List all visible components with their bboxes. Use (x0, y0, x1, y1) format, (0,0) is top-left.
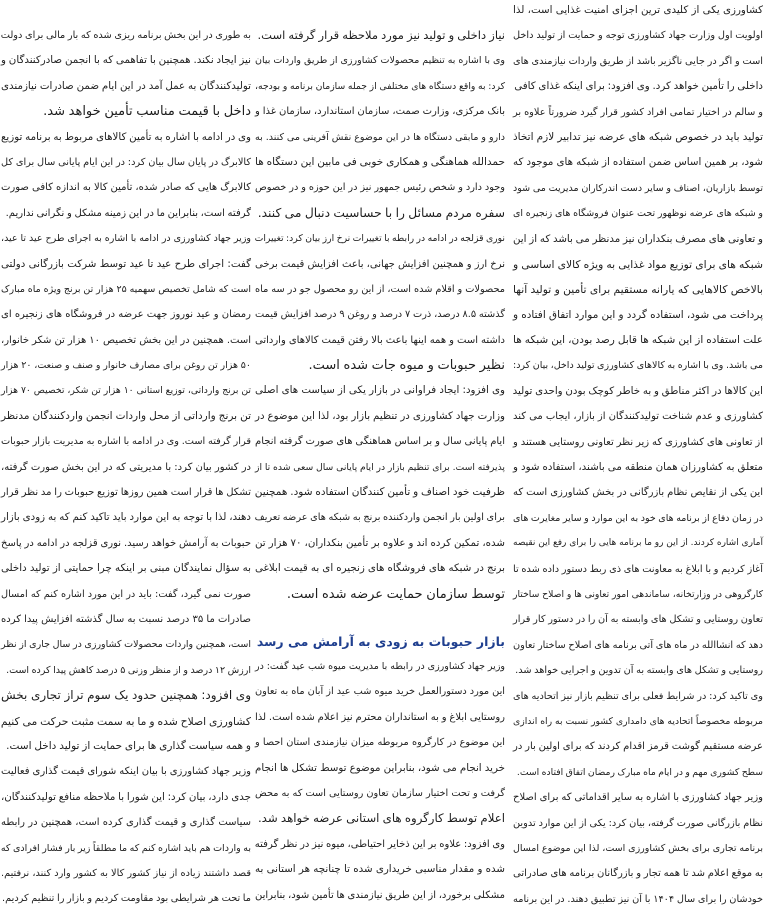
text-line: دارو و مابقی دستگاه ها در این موضوع نقش آفرینی می کنند. به (255, 131, 505, 143)
text-line: وزیر جهاد کشاورزی با اشاره به سایر اقداماتی که برای اصلاح (513, 792, 763, 804)
text-line: این مورد دستورالعمل خرید میوه شب عید از آبان ماه به تعاون (255, 686, 505, 698)
text-line: آغاز کردیم و با ابلاغ به معاونت های ذی ربط دستور داده شده تا (513, 563, 763, 575)
text-line: و شبکه های عرضه نوظهور تحت عنوان فروشگاه های زنجیره ای (513, 208, 763, 220)
article-column-left (0, 23, 252, 905)
text-line: مربوطه مخصوصاً اتحادیه های دامداری کشور نسبت به راه اندازی (513, 715, 763, 727)
text-line: ارزش ۱۲ درصد و از منظر وزنی ۵ درصد کاهش پیدا کرده است. (6, 664, 251, 676)
section-subheading: بازار حبوبات به زودی به آرامش می رسد (256, 633, 505, 649)
text-line: خودشان را برای سال ۱۴۰۴ با آن نیز تطبیق دهند. در این برنامه (513, 893, 763, 905)
text-line: شبکه های برای توزیع مواد غذایی به ویژه کالای اساسی و (513, 257, 763, 271)
text-line: وی افزود: علاوه بر این ذخایر احتیاطی، میوه نیز در نظر گرفته (254, 838, 505, 850)
text-line: تولید باید در خصوص شبکه های عرضه نیز تدابیر لازم اتخاذ (513, 130, 763, 143)
text-line: در کشور بیان کرد: با مدیریتی که در این بخش صورت گرفته، (1, 461, 251, 473)
text-line: است. همچنین در این بخش تخصیص ۱۰ هزار تن شکر خانوار، (1, 334, 251, 346)
text-line: قصد داشتند زیاده از نیاز کشور کالا به کشور وارد کنند، نرفتیم. (1, 867, 251, 879)
text-line: بالاخص کالاهایی که یارانه مستقیم برای تأمین و تولید آنها (513, 283, 763, 297)
text-line: این موضوع در کارگروه مربوطه میزان نیازمندی استان احصا و (255, 737, 505, 749)
text-line: وی افزود: همچنین حدود یک سوم تراز تجاری بخش (1, 688, 251, 703)
text-line: تن برنج وارداتی از محل واردات انجمن واردکنندگان مدنظر (1, 409, 251, 422)
text-line: شده و مقدار مناسبی خریداری شده تا چنانچه هر استانی به (255, 863, 505, 876)
text-line: کالابرگ در پایان سال بیان کرد: در این ایام پایانی سال برای کل (1, 156, 251, 168)
text-line: ۵۰ هزار تن روغن برای مصارف خانوار و صنف و صنعت، ۲۰ هزار (1, 360, 252, 372)
text-line: گفت: اجرای طرح عید تا عید توسط شرکت بازرگانی دولتی (1, 257, 251, 270)
text-line: حبوبات به آرامش خواهد رسید. نوری قزلجه در ادامه در پاسخ (1, 537, 251, 549)
text-line: وزیر جهاد کشاورزی با بیان اینکه شورای قیمت گذاری فعالیت (1, 766, 251, 778)
text-line: از تعاونی های کشاورزی که زیر نظر تعاونی روستایی هستند و (513, 436, 763, 448)
text-line: و سالم در اختیار تمامی افراد کشور قرار گیرد ضرورتاً علاوه بر (513, 106, 763, 118)
text-line: این یکی از نقایص نظام بازرگانی در بخش کشاورزی است که (513, 487, 763, 499)
text-line: است، همچنین واردات محصولات کشاورزی در سال جاری از نظر (1, 639, 251, 651)
text-line: کارگروهی در وزارتخانه، ساماندهی امور تعاونی ها و اصلاح ساختار (513, 588, 763, 600)
text-line: سفره مردم مسائل را با حساسیت دنبال می کنند. (257, 205, 505, 220)
text-line: کرد: به واقع دستگاه های مختلفی از جمله سازمان برنامه و بودجه، (255, 80, 505, 92)
text-line: کالابرگ هایی که صادر شده، تأمین کالا به اندازه کافی صورت (1, 182, 251, 194)
text-line: برنج در شبکه های فروشگاه های زنجیره ای به قیمت ابلاغی (255, 562, 505, 575)
text-line: توسط بازاریان، اصناف و سایر دست اندرکاران مدیریت می شود (513, 182, 763, 194)
text-line: شده، تمکین کرده اند و علاوه بر تأمین بنکداران، ۷۰ هزار تن (255, 536, 505, 549)
text-line: متعلق به کشاورزان همان منطقه می باشند، استفاده شود و (513, 461, 763, 474)
text-line: آماری اشاره کردند. از این رو ما برنامه هایی را برای رفع این نقیصه (513, 538, 763, 549)
text-line: نیز ایجاد نکند. همچنین با تفاهمی که با انجمن صادرکنندگان و (1, 54, 251, 67)
text-line: رمضان و عید نوروز جهت عرضه در فروشگاه های زنجیره ای (1, 309, 251, 321)
text-line: پرداخت می شود، استفاده گردد و این موارد اتفاق افتاده و (513, 308, 763, 321)
text-line: جدی دارد، بیان کرد: این شورا با ملاحظه منافع تولیدکنندگان، (0, 790, 251, 803)
text-line: سیاست گذاری و قیمت گذاری کرده است، همچنین در رابطه (1, 817, 251, 829)
text-line: دهد که انشاالله در ماه های آتی برنامه های اصلاح ساختار تعاون (513, 639, 763, 651)
text-line: است و اگر در جایی ناگزیر باشد از طریق واردات نیازمندی های (513, 55, 763, 67)
text-line: وزارت جهاد کشاورزی در تنظیم بازار بود، لذا این موضوع در (255, 409, 505, 422)
text-line: داخل با قیمت مناسب تأمین خواهد شد. (43, 104, 251, 120)
text-line: وی تاکید کرد: در شرایط فعلی برای تنظیم بازار نیز اتحادیه های (513, 690, 763, 702)
text-line: سطح کشوری مهم و در ایام ماه مبارک رمضان اتفاق افتاده است. (516, 766, 763, 778)
text-line: کشاورزی یکی از کلیدی ترین اجزای امنیت غذایی است، لذا (513, 4, 763, 16)
text-line: اولویت اول وزارت جهاد کشاورزی توجه و حمایت از تولید داخل (513, 30, 763, 42)
text-line: دهند، لذا با توجه به این موارد باید تاکید کنم که به زودی بازار (1, 511, 251, 524)
text-line: گذشته ۸.۵ درصد، ذرت ۷ درصد و روغن ۹ درصد افزایش قیمت (255, 309, 505, 321)
text-line: به واردات هم باید اشاره کنم که ما مطلقاً زیر بار فشار افرادی که (0, 842, 251, 854)
text-line: قرار گرفته است. وی در ادامه با اشاره به مدیریت بازار حبوبات (1, 436, 251, 448)
text-line: پذیرفته است. برای تنظیم بازار در ایام پایانی سال سعی شده تا از (255, 461, 505, 473)
text-line: وی افزود: ایجاد فراوانی در بازار یکی از سیاست های اصلی (255, 384, 505, 397)
text-line: صادرات ما ۳۵ درصد نسبت به سال گذشته افزایش پیدا کرده (1, 613, 251, 625)
text-line: گرفته است، بنابراین ما در این زمینه مشکل و نگرانی نداریم. (5, 207, 251, 219)
text-line: و تعاونی های مصرف بنکداران نیز مدنظر می باشد که از این (513, 232, 763, 245)
text-line: برای اولین بار انجمن واردکننده برنج به شبکه های عرضه تعریف (254, 512, 505, 524)
text-line: تشکل ها قرار است همین روزها توزیع حبوبات را مد نظر قرار (1, 487, 251, 499)
text-line: گرفت و تحت اختیار سازمان تعاون روستایی است که به محض (255, 787, 505, 799)
text-line: وزیر جهاد کشاورزی در ادامه با اشاره به اجرای طرح عید تا عید، (1, 233, 251, 245)
article-column-right (512, 0, 763, 905)
text-line: عرضه مستقیم گوشت قرمز اقدام کردند که برای اولین بار در (513, 741, 763, 753)
middle-column-text-before-heading (255, 23, 505, 607)
text-line: توسط سازمان حمایت عرضه شده است. (286, 586, 505, 602)
text-line: اعلام توسط کارگروه های استانی عرضه خواهد شد. (257, 811, 505, 826)
text-line: محصولات و اقلام شده است، از این رو محصول جو در سه ماه (255, 283, 505, 295)
text-line: مشکلی برخورد، از این طریق نیازمندی ها تأمین شود، بنابراین (255, 889, 505, 901)
text-line: به موقع اعلام شد تا همه تجار و بازرگانان برنامه های صادراتی (513, 868, 763, 880)
text-line: تن برنج وارداتی، توزیع استانی ۱۰ هزار تن شکر، تخصیص ۷۰ هزار (1, 385, 251, 397)
text-line: است که شامل تخصیص سهمیه ۲۵ هزار تن برنج ویژه ماه مبارک (1, 283, 251, 295)
text-line: خرید انجام می شود، بنابراین موضوع توسط تشکل ها انجام (255, 761, 505, 774)
text-line: می باشد. وی با اشاره به کالاهای کشاورزی تولید داخل، بیان کرد: (513, 360, 763, 372)
text-line: ظرفیت خود اصناف و تأمین کنندگان استفاده شود. همچنین (254, 486, 505, 499)
text-line: داخلی را تأمین خواهد کرد. وی افزود: برای اینکه غذای کافی (514, 80, 763, 93)
text-line: روستایی و تشکل های وابسته به آن تدوین و اجرایی خواهد شد. (515, 665, 763, 677)
text-line: حمدالله هماهنگی و همکاری خوبی فی مابین این دستگاه ها (255, 155, 505, 168)
text-line: تعاون روستایی و تشکل های وابسته به آن را در دستور کار قرار (513, 614, 763, 626)
text-line: کشاورزی و عدم شناخت تولیدکنندگان از بازار، ایجاب می کند (513, 411, 763, 423)
text-line: و همه سیاست گذاری ها برای حمایت از تولید داخل است. (6, 739, 251, 752)
text-line: شود، بر همین اساس ضمن استفاده از شبکه های موجود که (513, 156, 763, 169)
text-line: نظام بازرگانی صورت گرفته، بیان کرد: یکی از این موارد تدوین (513, 817, 763, 829)
text-line: وزیر جهاد کشاورزی در رابطه با مدیریت میوه شب عید گفت: در (255, 660, 505, 672)
text-line: تولیدکنندگان به عمل آمد در این ایام ضمن صادرات نیازمندی (1, 79, 251, 92)
text-line: داشته است و همه اینها باعث بالا رفتن قیمت کالاهای وارداتی (255, 334, 505, 346)
text-line: وی در ادامه با اشاره به تأمین کالاهای مربوط به برنامه توزیع (0, 130, 251, 143)
heading-spacer (255, 607, 505, 629)
text-line: نوری قزلجه در ادامه در رابطه با تغییرات نرخ ارز بیان کرد: تغییرات (254, 233, 505, 245)
text-line: این کالاها در اکثر مناطق و به خاطر کوچک بودن واحدی تولید (512, 384, 763, 397)
text-line: وی با اشاره به تنظیم محصولات کشاورزی از طریق واردات بیان (255, 55, 505, 67)
text-line: کشاورزی اصلاح شده و ما به سمت مثبت حرکت می کنیم (0, 714, 251, 728)
text-line: صورت نمی گیرد، گفت: باید در این مورد اشاره کنم که امسال (1, 588, 251, 600)
text-line: نرخ ارز و همچنین افزایش جهانی، باعث افزایش قیمت برخی (255, 258, 505, 270)
text-line: به طوری در این بخش برنامه ریزی شده که بار مالی برای دولت (0, 30, 251, 41)
article-column-middle (254, 23, 505, 901)
text-line: بانک مرکزی، وزارت صمت، سازمان استاندارد، سازمان غذا و (255, 106, 505, 118)
text-line: نیاز داخلی و تولید نیز مورد ملاحظه قرار گرفته است. (257, 28, 505, 42)
text-line: در زمان دفاع از برنامه های خود به این موارد و سایر مغایرت های (513, 512, 763, 524)
text-line: نظیر حبوبات و میوه جات شده است. (308, 358, 505, 374)
text-line: وجود دارد و شخص رئیس جمهور نیز در این حوزه و در خصوص (255, 182, 505, 194)
text-line: به سؤال نمایندگان مبنی بر اینکه چرا حمایتی از تولید داخلی (1, 562, 251, 575)
text-line: علت استفاده از این شبکه ها قابل رصد بودن، این شبکه ها (513, 334, 763, 347)
text-line: روستایی ابلاغ و به استانداران محترم نیز اعلام شده است. لذا (255, 711, 505, 723)
middle-column-text-after-heading (255, 654, 505, 908)
text-line: برنامه تجاری برای بخش کشاورزی است، لذا این موضوع امسال (513, 842, 763, 854)
text-line: ایام پایانی سال و بر اساس هماهنگی های صورت گرفته انجام (255, 436, 505, 448)
text-line: ما تحت هر شرایطی بود مقاومت کردیم و بازار را تنظیم کردیم. (2, 893, 251, 905)
